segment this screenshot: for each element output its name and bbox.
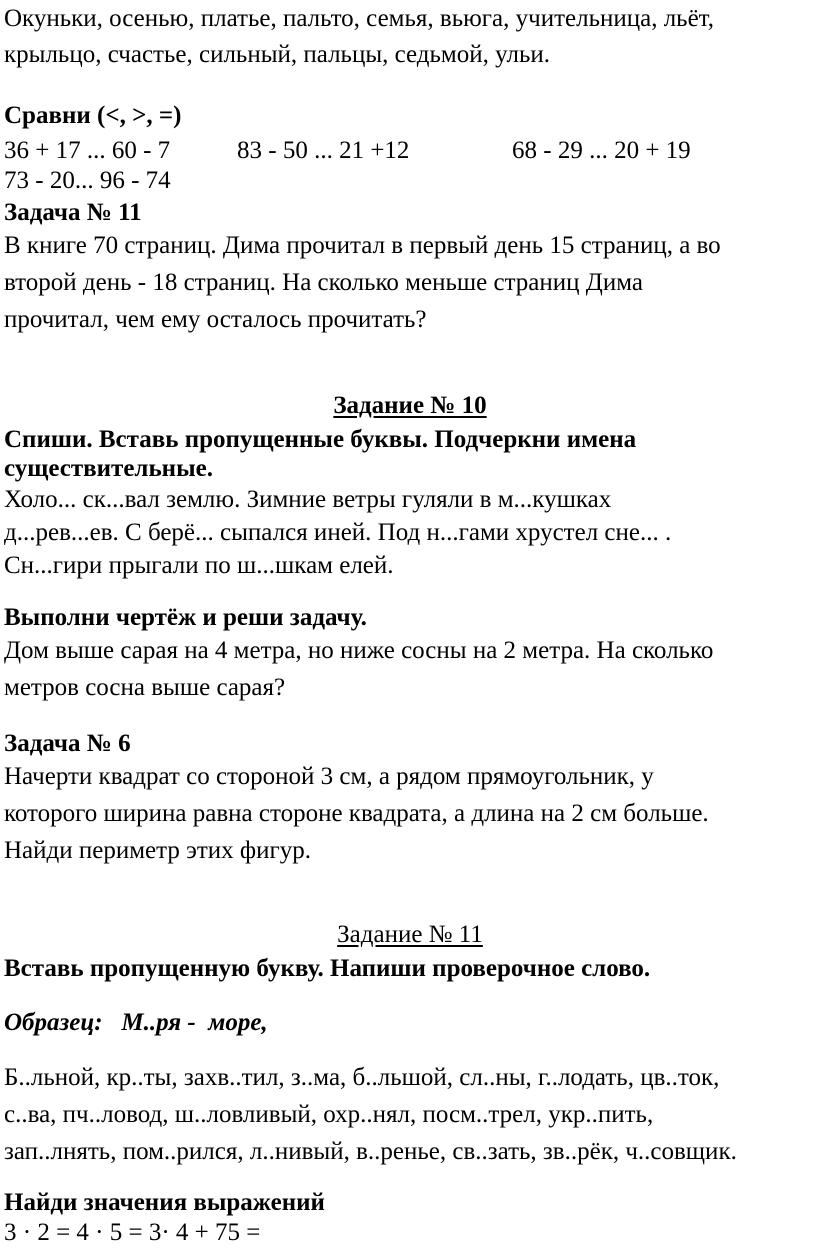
task6-line-2: которого ширина равна стороне квадрата, а длина на 2 см больше.	[4, 800, 709, 827]
drawing-task-heading: Выполни чертёж и реши задачу.	[4, 604, 367, 631]
assignment11-title: Задание № 11	[337, 921, 483, 948]
compare-expr-2: 83 - 50 ... 21 +12	[237, 137, 410, 164]
assignment11-line-2: с..ва, пч..ловод, ш..ловливый, охр..нял, посм..трел, укр..пить,	[4, 1101, 654, 1128]
task11-line-3: прочитал, чем ему осталось прочитать?	[4, 306, 427, 333]
assignment10-line-2: д...рев...ев. С берё... сыпался иней. Под н...гами хрустел сне... .	[4, 519, 672, 546]
words-line-1: Окуньки, осенью, платье, пальто, семья, вьюга, учительница, льёт,	[4, 5, 714, 32]
compare-row-2: 73 - 20... 96 - 74	[4, 167, 171, 194]
compare-heading: Сравни (<, >, =)	[4, 102, 182, 129]
assignment10-instruction-2: существительные.	[4, 455, 213, 482]
compare-expr-3: 68 - 29 ... 20 + 19	[512, 137, 691, 164]
assignment10-title: Задание № 10	[333, 392, 487, 419]
assignment11-sample: Образец: М..ря - море,	[4, 1009, 268, 1036]
expressions-line: 3 · 2 = 4 · 5 = 3· 4 + 75 =	[4, 1219, 261, 1246]
assignment11-instruction: Вставь пропущенную букву. Напиши проверочное слово.	[4, 955, 651, 982]
expressions-heading: Найди значения выражений	[4, 1189, 325, 1216]
task11-line-2: второй день - 18 страниц. На сколько меньше страниц Дима	[4, 269, 643, 296]
task6-line-1: Начерти квадрат со стороной 3 см, а рядом прямоугольник, у	[4, 763, 654, 790]
task6-line-3: Найди периметр этих фигур.	[4, 837, 311, 864]
drawing-task-line-1: Дом выше сарая на 4 метра, но ниже сосны на 2 метра. На сколько	[4, 637, 714, 664]
assignment11-line-3: зап..лнять, пом..рился, л..нивый, в..ренье, св..зать, зв..рёк, ч..совщик.	[4, 1138, 737, 1165]
assignment11-line-1: Б..льной, кр..ты, захв..тил, з..ма, б..льшой, сл..ны, г..лодать, цв..ток,	[4, 1064, 720, 1091]
compare-expr-1: 36 + 17 ... 60 - 7	[4, 137, 171, 164]
assignment10-instruction-1: Спиши. Вставь пропущенные буквы. Подчеркни имена	[4, 426, 637, 453]
assignment10-line-1: Холо... ск...вал землю. Зимние ветры гуляли в м...кушках	[4, 486, 612, 513]
words-line-2: крыльцо, счастье, сильный, пальцы, седьмой, ульи.	[4, 41, 551, 68]
compare-row-1	[4, 138, 816, 166]
drawing-task-line-2: метров сосна выше сарая?	[4, 674, 286, 701]
assignment10-line-3: Сн...гири прыгали по ш...шкам елей.	[4, 552, 394, 579]
task6-heading: Задача № 6	[4, 730, 131, 757]
task11-heading: Задача № 11	[4, 199, 142, 226]
task11-line-1: В книге 70 страниц. Дима прочитал в первый день 15 страниц, а во	[4, 232, 721, 259]
